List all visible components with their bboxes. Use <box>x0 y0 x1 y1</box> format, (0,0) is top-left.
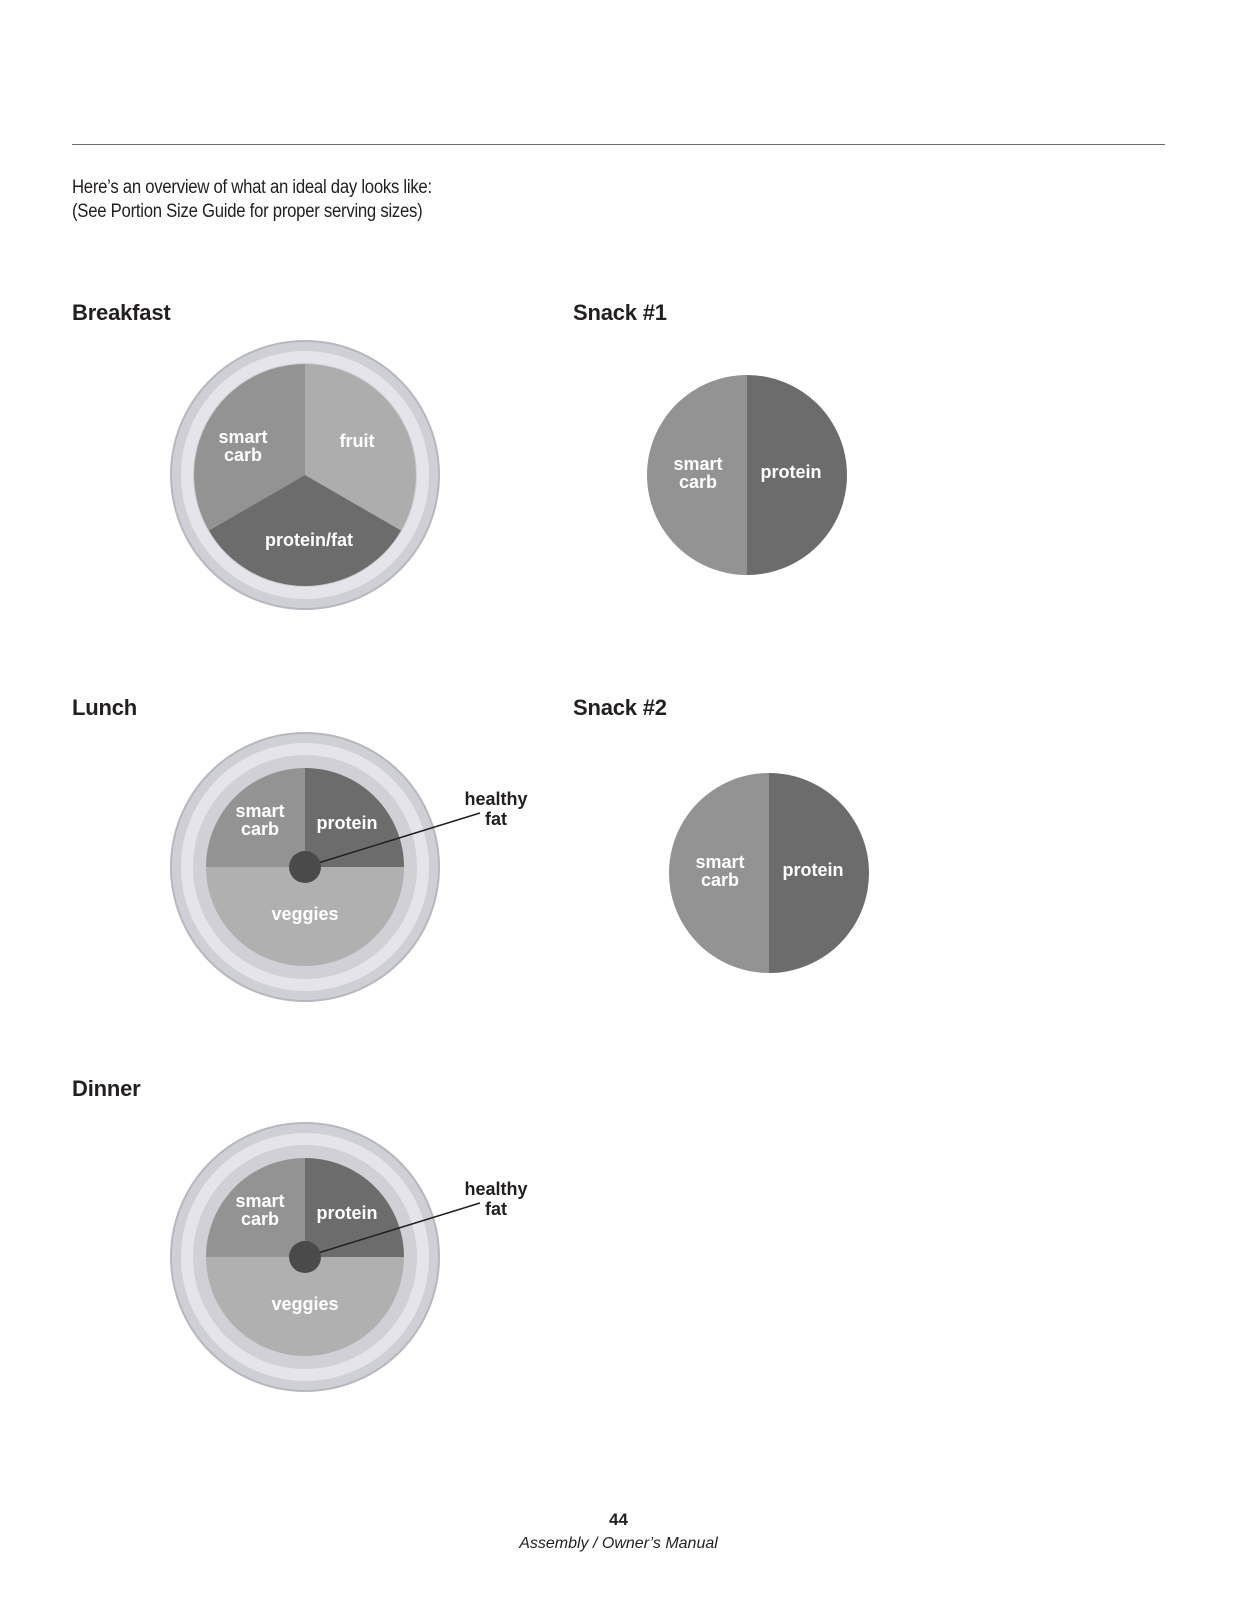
lunch-veggies-label: veggies <box>271 904 339 924</box>
snack2-protein-label: protein <box>782 860 844 880</box>
dinner-plate <box>170 1122 550 1392</box>
dinner-title: Dinner <box>72 1076 141 1101</box>
lunch-plate <box>170 732 550 1002</box>
manual-title: Assembly / Owner’s Manual <box>519 1535 718 1552</box>
snack1-plate <box>647 375 847 575</box>
dinner-veggies-label: veggies <box>271 1294 339 1314</box>
lunch-fat-label: fat <box>485 809 507 829</box>
snack2-smart-label: smart <box>695 852 745 872</box>
dinner-healthy-fat-section <box>289 1241 321 1273</box>
lunch-carb-label: carb <box>240 819 280 839</box>
breakfast-smart-label: smart <box>218 427 268 447</box>
lunch-protein-label: protein <box>316 813 378 833</box>
breakfast-carb-label: carb <box>223 445 263 465</box>
header-rule <box>72 144 1165 145</box>
snack1-smart-label: smart <box>673 454 723 474</box>
dinner-protein-label: protein <box>316 1203 378 1223</box>
breakfast-title: Breakfast <box>72 300 171 325</box>
intro-line-2: (See Portion Size Guide for proper serving sizes) <box>72 201 423 222</box>
breakfast-plate <box>170 340 440 610</box>
dinner-carb-label: carb <box>240 1209 280 1229</box>
lunch-healthy-label: healthy <box>464 789 528 809</box>
lunch-healthy-fat-section <box>289 851 321 883</box>
snack2-title: Snack #2 <box>573 695 667 720</box>
snack1-carb-label: carb <box>678 472 718 492</box>
intro-text <box>72 176 432 224</box>
dinner-healthy-label: healthy <box>464 1179 528 1199</box>
intro-line-1: Here’s an overview of what an ideal day looks like: <box>72 177 432 198</box>
snack1-protein-label: protein <box>760 462 822 482</box>
breakfast-protein-fat-label: protein/fat <box>265 530 353 550</box>
page-number: 44 <box>609 1510 628 1529</box>
snack2-plate <box>669 773 869 973</box>
lunch-smart-label: smart <box>235 801 285 821</box>
breakfast-fruit-label: fruit <box>339 431 375 451</box>
snack2-carb-label: carb <box>700 870 740 890</box>
dinner-fat-label: fat <box>485 1199 507 1219</box>
dinner-smart-label: smart <box>235 1191 285 1211</box>
snack1-title: Snack #1 <box>573 300 667 325</box>
lunch-title: Lunch <box>72 695 137 720</box>
